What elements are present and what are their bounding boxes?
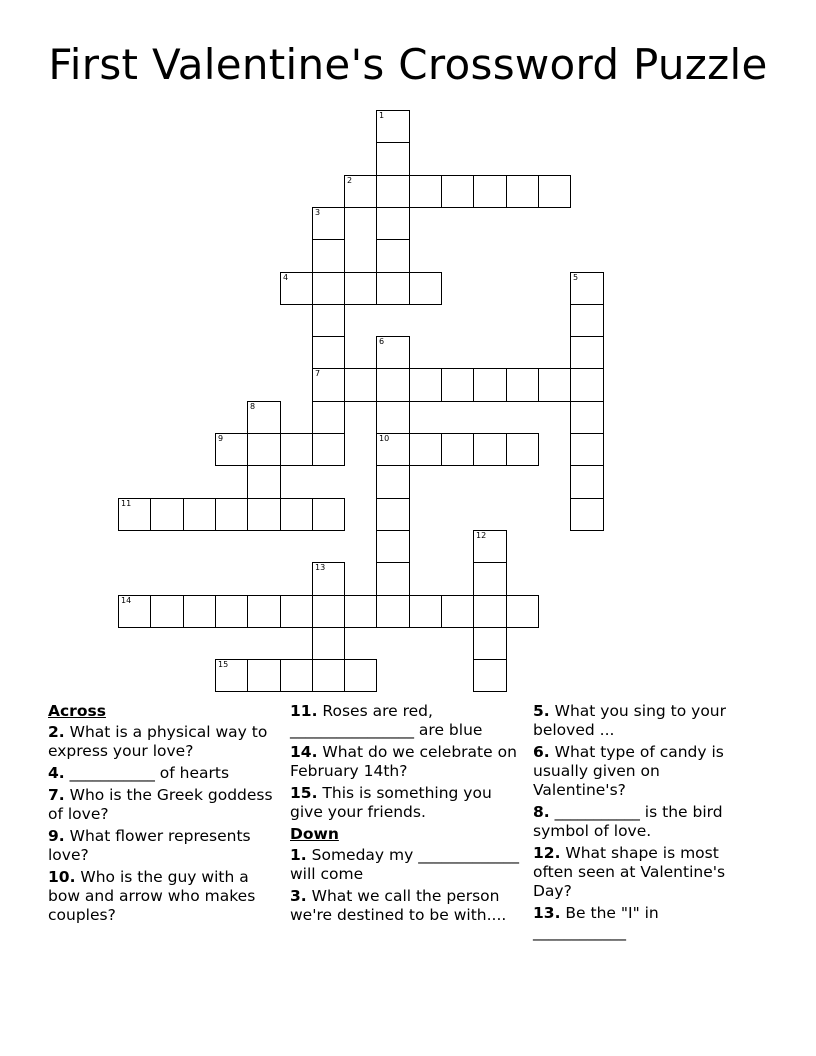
grid-cell[interactable]: [150, 595, 184, 628]
grid-cell[interactable]: [215, 433, 248, 466]
cell-number: 4: [283, 273, 289, 282]
grid-cell[interactable]: [506, 595, 539, 628]
grid-cell[interactable]: [280, 498, 313, 531]
grid-cell[interactable]: [506, 433, 539, 466]
grid-cell[interactable]: [312, 627, 345, 660]
cell-number: 10: [379, 434, 390, 443]
cell-number: 11: [121, 499, 132, 508]
grid-cell[interactable]: [376, 175, 410, 208]
across-clue-9: 9. What flower represents love?: [48, 827, 251, 864]
clue-text: What you sing to your beloved ...: [533, 702, 726, 739]
grid-cell[interactable]: [376, 336, 410, 369]
grid-cell[interactable]: [409, 272, 442, 305]
cell-number: 8: [250, 402, 256, 411]
clue-text: ___________ of hearts: [69, 764, 230, 782]
clue-text: What we call the person we're destined to be with....: [290, 887, 507, 924]
grid-cell[interactable]: [312, 562, 345, 596]
grid-cell[interactable]: [312, 272, 345, 305]
grid-cell[interactable]: [538, 368, 571, 402]
grid-cell[interactable]: [441, 175, 474, 208]
puzzle-title: First Valentine's Crossword Puzzle: [48, 40, 768, 89]
down-clue-6: 6. What type of candy is usually given on Valentine's?: [533, 743, 724, 799]
grid-cell[interactable]: [409, 595, 442, 628]
grid-cell[interactable]: [570, 368, 604, 402]
grid-cell[interactable]: [312, 659, 345, 692]
grid-cell[interactable]: [473, 627, 507, 660]
grid-cell[interactable]: [376, 465, 410, 499]
clue-text: What flower represents love?: [48, 827, 251, 864]
grid-cell[interactable]: [441, 595, 474, 628]
cell-number: 15: [218, 660, 229, 669]
grid-cell[interactable]: [473, 562, 507, 596]
grid-cell[interactable]: [570, 433, 604, 466]
clue-text: What type of candy is usually given on Valentine's?: [533, 743, 724, 799]
across-clue-15: 15. This is something you give your friends.: [290, 784, 492, 821]
across-clue-2: 2. What is a physical way to express your love?: [48, 723, 268, 760]
grid-cell[interactable]: [441, 433, 474, 466]
grid-cell[interactable]: [376, 433, 410, 466]
grid-cell[interactable]: [376, 562, 410, 596]
down-clue-5: 5. What you sing to your beloved ...: [533, 702, 726, 739]
grid-cell[interactable]: [570, 336, 604, 369]
clue-text: What shape is most often seen at Valentine's Day?: [533, 844, 726, 900]
grid-cell[interactable]: [247, 498, 281, 531]
clue-number: 11: [290, 702, 312, 720]
clue-number: 6: [533, 743, 544, 761]
clue-number: 4: [48, 764, 59, 782]
grid-cell[interactable]: [441, 368, 474, 402]
grid-cell[interactable]: [570, 401, 604, 434]
cell-number: 9: [218, 434, 224, 443]
grid-cell[interactable]: [312, 433, 345, 466]
grid-cell[interactable]: [473, 175, 507, 208]
down-clue-12: 12. What shape is most often seen at Valentine's Day?: [533, 844, 726, 900]
across-clue-14: 14. What do we celebrate on February 14th?: [290, 743, 517, 780]
cell-number: 2: [347, 176, 353, 185]
clue-text: What is a physical way to express your love?: [48, 723, 268, 760]
down-heading: Down: [290, 825, 339, 843]
cell-number: 7: [315, 369, 321, 378]
clue-text: This is something you give your friends.: [290, 784, 492, 821]
grid-cell[interactable]: [570, 304, 604, 337]
grid-cell[interactable]: [376, 239, 410, 273]
grid-cell[interactable]: [247, 595, 281, 628]
cell-number: 5: [573, 273, 579, 282]
clue-number: 9: [48, 827, 59, 845]
cell-number: 14: [121, 596, 132, 605]
grid-cell[interactable]: [312, 336, 345, 369]
grid-cell[interactable]: [538, 175, 571, 208]
grid-cell[interactable]: [344, 272, 377, 305]
grid-cell[interactable]: [215, 595, 248, 628]
grid-cell[interactable]: [506, 175, 539, 208]
clue-text: Someday my _____________ will come: [290, 846, 519, 883]
grid-cell[interactable]: [247, 659, 281, 692]
clue-text: What do we celebrate on February 14th?: [290, 743, 517, 780]
cell-number: 13: [315, 563, 326, 572]
down-clue-8: 8. ___________ is the bird symbol of love.: [533, 803, 723, 840]
down-clue-1: 1. Someday my _____________ will come: [290, 846, 519, 883]
grid-cell[interactable]: [473, 433, 507, 466]
grid-cell[interactable]: [344, 368, 377, 402]
clue-number: 8: [533, 803, 544, 821]
clues-column-1: [48, 702, 280, 928]
grid-cell[interactable]: [247, 433, 281, 466]
grid-cell[interactable]: [312, 401, 345, 434]
grid-cell[interactable]: [376, 207, 410, 240]
grid-cell[interactable]: [183, 498, 216, 531]
clues-column-3: [533, 702, 753, 945]
grid-cell[interactable]: [280, 272, 313, 305]
grid-cell[interactable]: [215, 659, 248, 692]
grid-cell[interactable]: [344, 595, 377, 628]
cell-number: 6: [379, 337, 385, 346]
grid-cell[interactable]: [118, 498, 151, 531]
grid-cell[interactable]: [473, 595, 507, 628]
clue-number: 5: [533, 702, 544, 720]
grid-cell[interactable]: [570, 272, 604, 305]
clue-text: Roses are red, ________________ are blue: [290, 702, 483, 739]
across-clue-4: 4. ___________ of hearts: [48, 764, 230, 782]
clue-text: Be the "I" in ____________: [533, 904, 659, 941]
clues-column-2: [290, 702, 522, 928]
down-clue-3: 3. What we call the person we're destined to be with....: [290, 887, 507, 924]
grid-cell[interactable]: [473, 530, 507, 563]
grid-cell[interactable]: [376, 401, 410, 434]
grid-cell[interactable]: [570, 498, 604, 531]
grid-cell[interactable]: [409, 433, 442, 466]
clue-number: 3: [290, 887, 301, 905]
grid-cell[interactable]: [312, 595, 345, 628]
clue-number: 2: [48, 723, 59, 741]
grid-cell[interactable]: [183, 595, 216, 628]
grid-cell[interactable]: [376, 142, 410, 176]
grid-cell[interactable]: [280, 595, 313, 628]
clue-number: 14: [290, 743, 312, 761]
across-heading: Across: [48, 702, 106, 720]
across-clue-7: 7. Who is the Greek goddess of love?: [48, 786, 273, 823]
clue-number: 12: [533, 844, 555, 862]
grid-cell[interactable]: [473, 659, 507, 692]
grid-cell[interactable]: [312, 368, 345, 402]
grid-cell[interactable]: [409, 175, 442, 208]
clue-text: Who is the guy with a bow and arrow who makes couples?: [48, 868, 256, 924]
grid-cell[interactable]: [506, 368, 539, 402]
grid-cell[interactable]: [215, 498, 248, 531]
grid-cell[interactable]: [118, 595, 151, 628]
clue-number: 1: [290, 846, 301, 864]
grid-cell[interactable]: [280, 433, 313, 466]
clue-number: 7: [48, 786, 59, 804]
cell-number: 12: [476, 531, 487, 540]
across-clue-10: 10. Who is the guy with a bow and arrow who makes couples?: [48, 868, 256, 924]
grid-cell[interactable]: [247, 401, 281, 434]
grid-cell[interactable]: [247, 465, 281, 499]
grid-cell[interactable]: [473, 368, 507, 402]
cell-number: 1: [379, 111, 385, 120]
clue-text: Who is the Greek goddess of love?: [48, 786, 273, 823]
grid-cell[interactable]: [344, 175, 377, 208]
grid-cell[interactable]: [312, 239, 345, 273]
grid-cell[interactable]: [409, 368, 442, 402]
clue-number: 10: [48, 868, 70, 886]
grid-cell[interactable]: [280, 659, 313, 692]
grid-cell[interactable]: [376, 530, 410, 563]
clue-number: 15: [290, 784, 312, 802]
grid-cell[interactable]: [312, 207, 345, 240]
clue-text: ___________ is the bird symbol of love.: [533, 803, 723, 840]
grid-cell[interactable]: [376, 110, 410, 143]
grid-cell[interactable]: [150, 498, 184, 531]
clue-number: 13: [533, 904, 555, 922]
grid-cell[interactable]: [376, 595, 410, 628]
across-clue-11: 11. Roses are red, ________________ are blue: [290, 702, 483, 739]
grid-cell[interactable]: [376, 272, 410, 305]
grid-cell[interactable]: [570, 465, 604, 499]
grid-cell[interactable]: [376, 498, 410, 531]
grid-cell[interactable]: [376, 368, 410, 402]
cell-number: 3: [315, 208, 321, 217]
grid-cell[interactable]: [312, 304, 345, 337]
down-clue-13: 13. Be the "I" in ____________: [533, 904, 659, 941]
grid-cell[interactable]: [312, 498, 345, 531]
grid-cell[interactable]: [344, 659, 377, 692]
